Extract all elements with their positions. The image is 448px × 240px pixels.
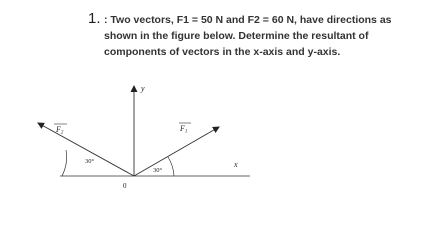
vector-f1: [134, 127, 219, 176]
f1-label: F1: [180, 124, 188, 135]
origin-label: 0: [123, 182, 127, 190]
angle-arc-left: [62, 150, 67, 176]
question-line-1: : Two vectors, F1 = 50 N and F2 = 60 N, have directions as: [104, 14, 392, 26]
question-number: 1.: [88, 10, 101, 27]
y-axis-label: y: [141, 84, 145, 93]
question-line-2: shown in the figure below. Determine the resultant of: [104, 30, 369, 42]
angle-label-left: 30°: [85, 158, 95, 165]
vector-f2: [38, 123, 134, 176]
x-axis-label: x: [234, 160, 238, 169]
angle-label-right: 30°: [153, 167, 163, 174]
angle-arc-right: [168, 157, 174, 176]
f2-label: F2: [56, 125, 64, 136]
question-line-3: components of vectors in the x-axis and y-axis.: [104, 46, 341, 58]
